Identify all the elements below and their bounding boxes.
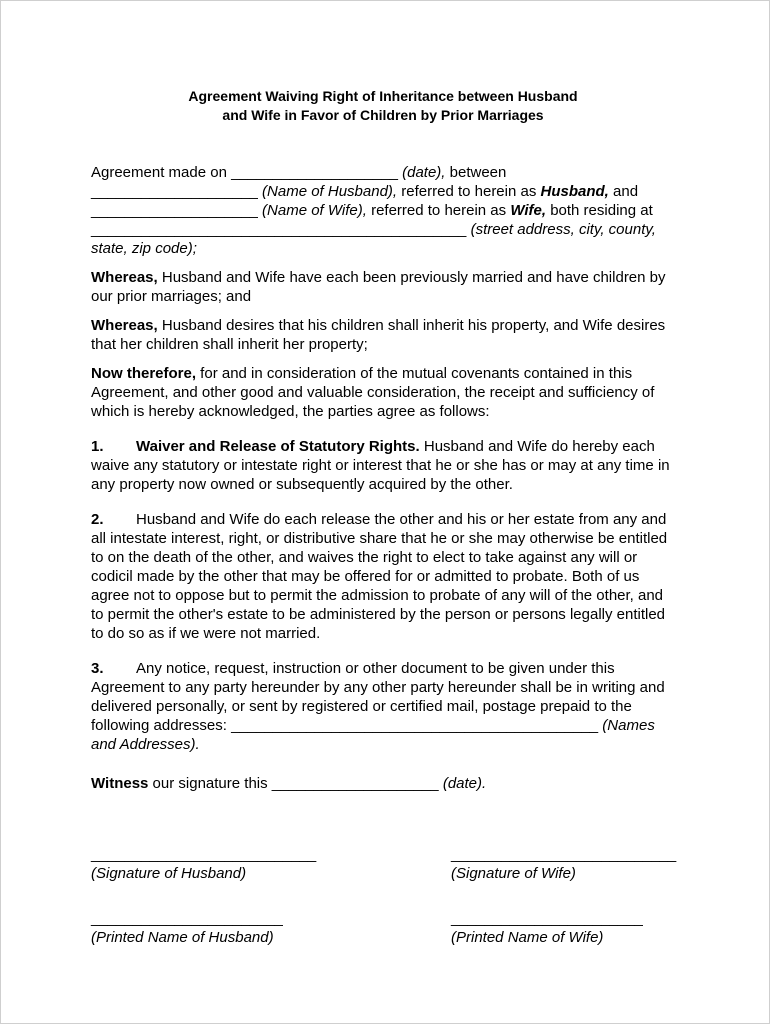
title-line2: and Wife in Favor of Children by Prior Marriages (222, 107, 544, 123)
whereas-paragraph-1 (91, 268, 675, 306)
text-run: Husband and Wife do each release the other and his or her estate from any and all intestate interest, right, or distributive share that he or she may otherwise be entitled to on the death of the other, and waives the right to elect to take against any will or codicil made by the other that may be offered for or admitted to probate. Both of us agree not to oppose but to permit the admission to probate of any will of the other, and to permit the other's estate to be administered by the person or persons legally entitled to do so as if we were not married. (91, 511, 668, 642)
witness-date-hint-label: (date). (438, 775, 487, 792)
text-run: and (608, 183, 639, 200)
address-hint-label: (street address, city, county, state, zip code); (91, 221, 656, 257)
clause-2 (91, 510, 675, 643)
clause-number: 2. (91, 511, 104, 528)
whereas-lead: Whereas, (91, 317, 158, 334)
witness-date-blank-line: ____________________ (271, 775, 439, 792)
wife-printed-name-line: _______________________ (451, 910, 643, 927)
clause-number: 3. (91, 660, 104, 677)
wife-printed-name-block (451, 909, 676, 947)
date-hint-label: (date), (397, 164, 450, 181)
wife-signature-line: ___________________________ (451, 846, 677, 863)
text-run: Husband and Wife have each been previously married and have children by our prior marriages; and (91, 269, 666, 305)
now-therefore-paragraph (91, 364, 675, 421)
text-run: Husband desires that his children shall inherit his property, and Wife desires that her children shall inherit her property; (91, 317, 666, 353)
witness-paragraph (91, 774, 675, 793)
addresses-blank-line: ____________________________________________ (231, 717, 599, 734)
signature-section (91, 845, 675, 947)
text-run: Any notice, request, instruction or other document to be given under this Agreement to any party hereunder by any other party hereunder shall be in writing and delivered personally, or sent by registered or certified mail, postage prepaid to the following addresses: (91, 660, 665, 734)
wife-term: Wife, (510, 202, 547, 219)
husband-signature-label: (Signature of Husband) (91, 865, 247, 882)
husband-printed-name-line: _______________________ (91, 910, 283, 927)
title-line1: Agreement Waiving Right of Inheritance between Husband (188, 88, 578, 104)
clause-number: 1. (91, 438, 104, 455)
wife-printed-name-label: (Printed Name of Wife) (451, 929, 604, 946)
text-run: our signature this (148, 775, 272, 792)
husband-printed-name-label: (Printed Name of Husband) (91, 929, 274, 946)
text-run: Agreement made on (91, 164, 232, 181)
husband-name-hint-label: (Name of Husband), (257, 183, 402, 200)
husband-signature-line: ___________________________ (91, 846, 317, 863)
addresses-hint-label: (Names and Addresses). (91, 717, 655, 753)
husband-term: Husband, (540, 183, 609, 200)
whereas-paragraph-2 (91, 316, 675, 354)
husband-name-blank-line: ____________________ (91, 183, 258, 200)
husband-printed-name-block (91, 909, 451, 947)
wife-name-blank-line: ____________________ (91, 202, 258, 219)
address-blank-line: _____________________________________________ (91, 221, 467, 238)
text-run: referred to herein as (401, 183, 541, 200)
whereas-lead: Whereas, (91, 269, 158, 286)
clause-1 (91, 437, 675, 494)
wife-signature-label: (Signature of Wife) (451, 865, 576, 882)
wife-signature-block (451, 845, 676, 883)
text-run: both residing at (546, 202, 653, 219)
now-therefore-lead: Now therefore, (91, 365, 197, 382)
text-run: for and in consideration of the mutual covenants contained in this Agreement, and other good and valuable consideration, the receipt and sufficiency of which is hereby acknowledged, the parties agree as follows: (91, 365, 655, 420)
witness-lead: Witness (91, 775, 149, 792)
husband-signature-block (91, 845, 451, 883)
wife-name-hint-label: (Name of Wife), (257, 202, 372, 219)
document-title (91, 87, 675, 125)
intro-paragraph (91, 163, 675, 258)
text-run: between (449, 164, 507, 181)
text-run: referred to herein as (371, 202, 511, 219)
text-run: Husband and Wife do hereby each waive any statutory or intestate right or interest that he or she has or may at any time in any property now owned or subsequently acquired by the other. (91, 438, 670, 493)
clause-1-heading: Waiver and Release of Statutory Rights. (136, 438, 420, 455)
date-blank-line: ____________________ (231, 164, 398, 181)
clause-3 (91, 659, 675, 754)
